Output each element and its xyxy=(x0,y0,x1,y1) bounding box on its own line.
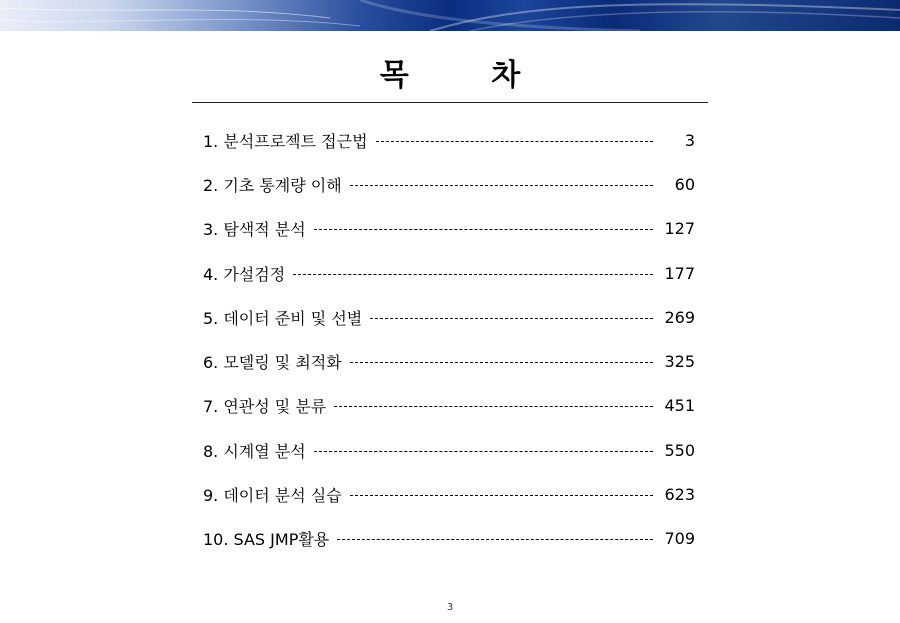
toc-entry[interactable] xyxy=(203,472,695,516)
toc-entry-label: 5. 데이터 준비 및 선별 xyxy=(203,308,363,328)
toc-entry-page: 451 xyxy=(664,396,695,416)
toc-entry-page: 325 xyxy=(664,352,695,372)
toc-leader-line xyxy=(350,185,653,186)
toc-entry[interactable] xyxy=(203,428,695,472)
toc-entry-page: 709 xyxy=(664,529,695,549)
toc-entry-label: 7. 연관성 및 분류 xyxy=(203,397,327,417)
header-banner xyxy=(0,0,900,31)
toc-entry[interactable] xyxy=(203,295,695,339)
toc-entry[interactable] xyxy=(203,339,695,383)
toc-leader-line xyxy=(314,229,653,230)
toc-entry-label: 4. 가설검정 xyxy=(203,264,286,284)
toc-entry-label: 8. 시계열 분석 xyxy=(203,441,306,461)
toc-entry-page: 269 xyxy=(664,307,695,327)
title-divider xyxy=(192,102,708,103)
page-number: 3 xyxy=(446,602,454,613)
toc-leader-line xyxy=(370,318,653,319)
toc-entry[interactable] xyxy=(203,517,695,561)
toc-entry[interactable] xyxy=(203,162,695,206)
toc-entry-label: 10. SAS JMP활용 xyxy=(203,530,330,550)
toc-entry[interactable] xyxy=(203,118,695,162)
toc-entry-label: 6. 모델링 및 최적화 xyxy=(203,353,342,373)
toc-entry-page: 127 xyxy=(664,219,695,239)
toc-entry-page: 177 xyxy=(664,263,695,283)
toc-leader-line xyxy=(337,539,653,540)
toc-leader-line xyxy=(350,362,653,363)
toc-entry-page: 3 xyxy=(684,130,695,150)
toc-entry-page: 623 xyxy=(664,485,695,505)
toc-entry[interactable] xyxy=(203,207,695,251)
toc-entry-label: 9. 데이터 분석 실습 xyxy=(203,486,342,506)
toc-leader-line xyxy=(376,141,653,142)
toc-leader-line xyxy=(314,451,653,452)
toc-entry-page: 550 xyxy=(664,440,695,460)
page-title: 목 차 xyxy=(379,58,557,93)
toc-entry-label: 3. 탐색적 분석 xyxy=(203,220,306,240)
banner-swirl-graphic xyxy=(0,0,900,31)
toc-leader-line xyxy=(350,495,653,496)
table-of-contents xyxy=(203,118,695,561)
toc-entry-label: 2. 기초 통계량 이해 xyxy=(203,175,342,195)
toc-leader-line xyxy=(334,406,653,407)
toc-entry[interactable] xyxy=(203,384,695,428)
toc-entry-label: 1. 분석프로젝트 접근법 xyxy=(203,131,368,151)
toc-entry[interactable] xyxy=(203,251,695,295)
toc-entry-page: 60 xyxy=(674,174,695,194)
toc-leader-line xyxy=(293,274,653,275)
